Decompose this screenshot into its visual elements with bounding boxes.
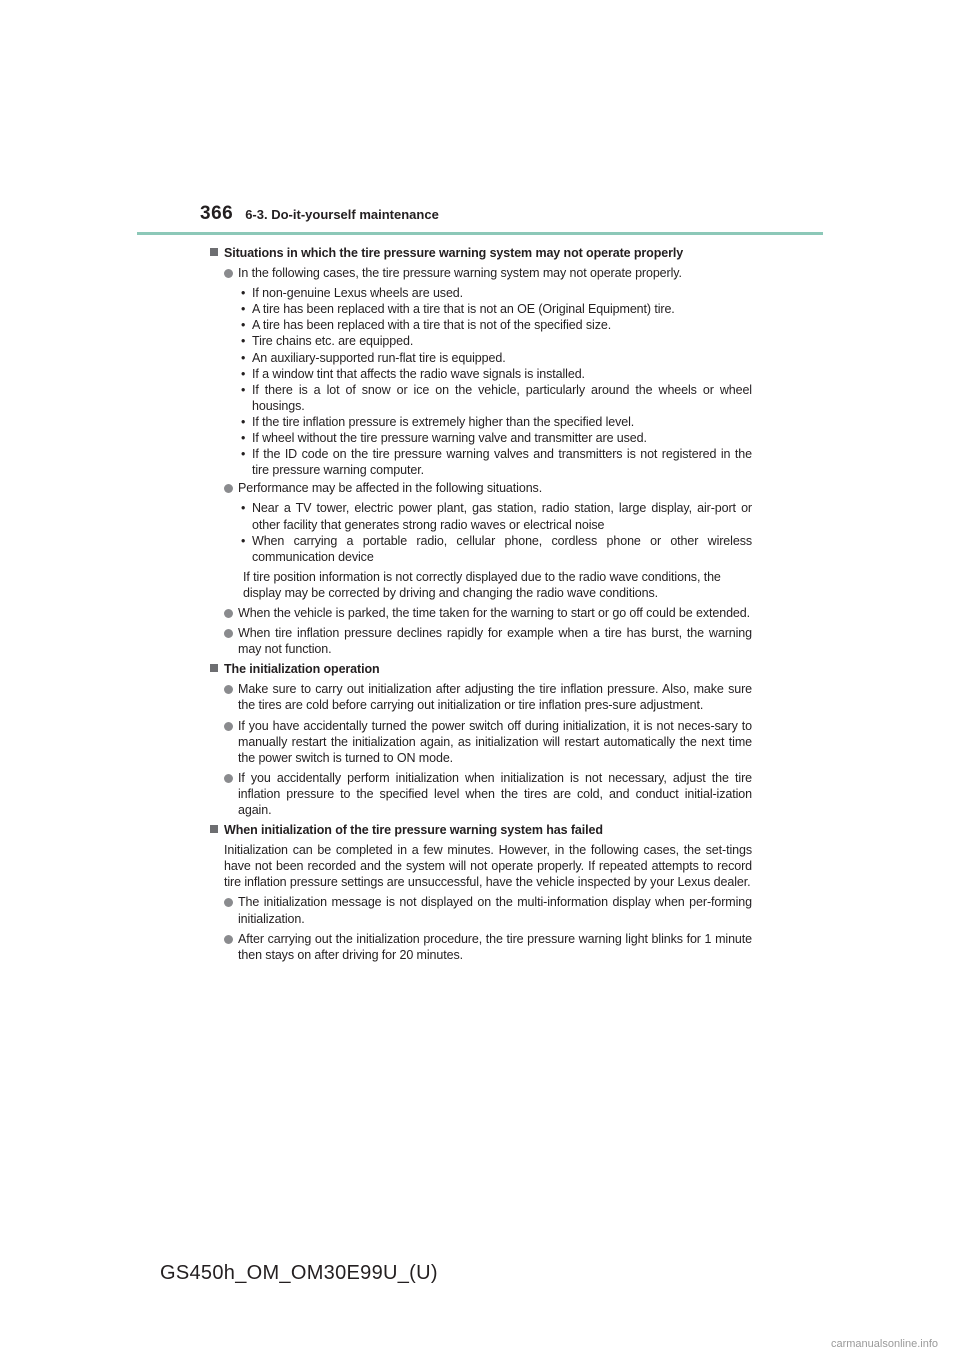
bullet-item bbox=[210, 894, 752, 926]
document-code: GS450h_OM_OM30E99U_(U) bbox=[160, 1262, 438, 1284]
bullet-item bbox=[210, 265, 752, 281]
page-number: 366 bbox=[200, 203, 234, 224]
section-heading-text: The initialization operation bbox=[224, 662, 380, 677]
bullet-item bbox=[210, 681, 752, 713]
bullet-text: When the vehicle is parked, the time taken for the warning to start or go off could be extended. bbox=[238, 605, 751, 620]
circle-bullet-icon bbox=[224, 898, 233, 907]
sub-item: • If a window tint that affects the radio wave signals is installed. bbox=[210, 366, 752, 382]
section-title: 6-3. Do-it-yourself maintenance bbox=[245, 207, 439, 222]
circle-bullet-icon bbox=[224, 269, 233, 278]
sub-item: • A tire has been replaced with a tire that is not an OE (Original Equipment) tire. bbox=[210, 301, 752, 317]
section-heading bbox=[210, 661, 752, 677]
section-heading-text: When initialization of the tire pressure warning system has failed bbox=[224, 823, 603, 838]
section-intro: Initialization can be completed in a few minutes. However, in the following cases, the set-tings have not been recorded and the system will not operate properly. If repeated attempts to record tire inflation pressure settings are unsuccessful, have the vehicle inspected by your Lexus dealer. bbox=[224, 843, 752, 890]
circle-bullet-icon bbox=[224, 722, 233, 731]
bullet-text: If you accidentally perform initialization when initialization is not necessary, adjust the tire inflation pressure to the specified level when the tires are cold, and conduct initial-ization again. bbox=[238, 770, 752, 817]
page-header bbox=[200, 203, 439, 225]
sub-item: • If there is a lot of snow or ice on the vehicle, particularly around the wheels or wheel housings. bbox=[210, 382, 752, 414]
sub-item: • If non-genuine Lexus wheels are used. bbox=[210, 285, 752, 301]
bullet-item bbox=[210, 931, 752, 963]
circle-bullet-icon bbox=[224, 935, 233, 944]
page-body bbox=[210, 245, 752, 967]
bullet-text: In the following cases, the tire pressure warning system may not operate properly. bbox=[238, 266, 682, 281]
sub-item: • If the ID code on the tire pressure warning valves and transmitters is not registered in the tire pressure warning computer. bbox=[210, 446, 752, 478]
bullet-text: If you have accidentally turned the power switch off during initialization, it is not neces-sary to manually restart the initialization again, as initialization will restart automatically the next time the power switch is turned to ON mode. bbox=[238, 718, 752, 765]
sub-item: • If the tire inflation pressure is extremely higher than the specified level. bbox=[210, 414, 752, 430]
sub-item: • When carrying a portable radio, cellular phone, cordless phone or other wireless communication device bbox=[210, 533, 752, 565]
circle-bullet-icon bbox=[224, 484, 233, 493]
square-bullet-icon bbox=[210, 248, 218, 256]
bullet-item bbox=[210, 625, 752, 657]
bullet-text: After carrying out the initialization procedure, the tire pressure warning light blinks for 1 minute then stays on after driving for 20 minutes. bbox=[238, 931, 752, 962]
square-bullet-icon bbox=[210, 825, 218, 833]
bullet-item bbox=[210, 605, 752, 621]
note-text: If tire position information is not correctly displayed due to the radio wave conditions, the display may be corrected by driving and changing the radio wave conditions. bbox=[243, 569, 721, 600]
bullet-text: Performance may be affected in the following situations. bbox=[238, 481, 543, 496]
sub-list bbox=[210, 500, 752, 564]
circle-bullet-icon bbox=[224, 774, 233, 783]
site-watermark: carmanualsonline.info bbox=[830, 1338, 938, 1350]
sub-item: • An auxiliary-supported run-flat tire is equipped. bbox=[210, 350, 752, 366]
sub-item: • Near a TV tower, electric power plant, gas station, radio station, large display, air-port or other facility that generates strong radio waves or electrical noise bbox=[210, 500, 752, 532]
bullet-item bbox=[210, 480, 752, 496]
circle-bullet-icon bbox=[224, 629, 233, 638]
section-heading bbox=[210, 245, 752, 261]
bullet-item bbox=[210, 718, 752, 766]
bullet-text: Make sure to carry out initialization after adjusting the tire inflation pressure. Also, make sure the tires are cold before carrying out initialization or tire inflation pres-sure adjustment. bbox=[238, 682, 752, 713]
sub-item: • Tire chains etc. are equipped. bbox=[210, 333, 752, 349]
sub-item: • If wheel without the tire pressure warning valve and transmitter are used. bbox=[210, 430, 752, 446]
section-heading bbox=[210, 822, 752, 838]
section-heading-text: Situations in which the tire pressure warning system may not operate properly bbox=[224, 246, 684, 260]
circle-bullet-icon bbox=[224, 609, 233, 618]
bullet-item bbox=[210, 770, 752, 818]
sub-list bbox=[210, 285, 752, 478]
header-divider bbox=[137, 232, 823, 235]
sub-item: • A tire has been replaced with a tire that is not of the specified size. bbox=[210, 317, 752, 333]
square-bullet-icon bbox=[210, 664, 218, 672]
bullet-text: When tire inflation pressure declines rapidly for example when a tire has burst, the warning may not function. bbox=[238, 626, 752, 657]
bullet-text: The initialization message is not displayed on the multi-information display when per-forming initialization. bbox=[238, 895, 752, 926]
circle-bullet-icon bbox=[224, 685, 233, 694]
